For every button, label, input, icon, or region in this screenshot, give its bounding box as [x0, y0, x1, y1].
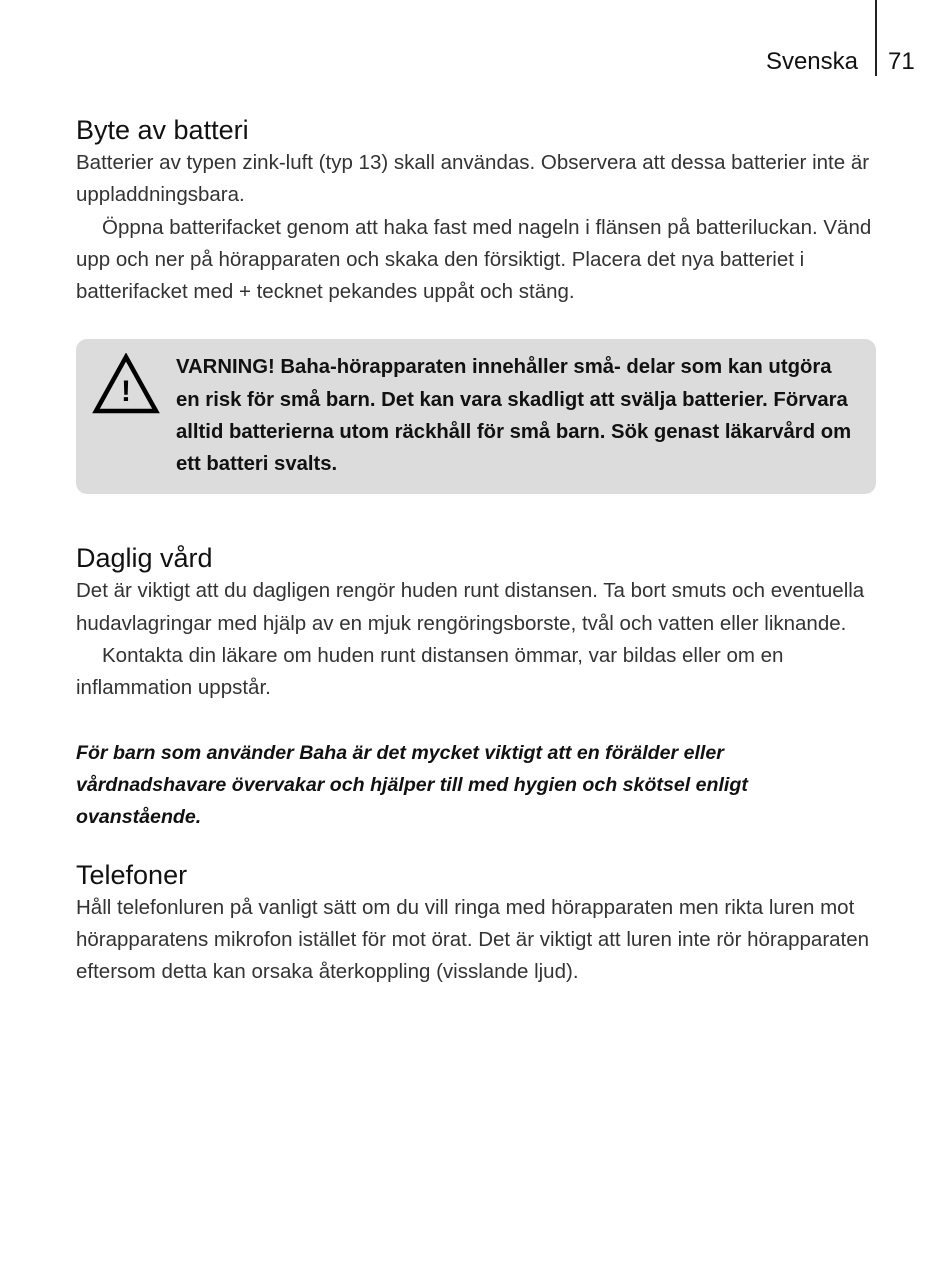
battery-section [76, 113, 876, 308]
battery-heading: Byte av batteri [76, 115, 249, 145]
phones-section [76, 858, 876, 989]
daily-care-section [76, 541, 876, 833]
page-number: 71 [888, 48, 915, 75]
battery-paragraph-1: Batterier av typen zink-luft (typ 13) skall användas. Observera att dessa batterier inte är uppladdningsbara. [76, 151, 870, 207]
page-content [76, 113, 876, 988]
page-header [0, 0, 950, 80]
children-hygiene-note: För barn som använder Baha är det mycket viktigt att en förälder eller vårdnadshavare övervakar och hjälper till med hygien och skötsel enligt ovanstående. [76, 741, 748, 829]
phones-paragraph-1: Håll telefonluren på vanligt sätt om du vill ringa med hörapparaten men rikta luren mot hörapparatens mikrofon istället för mot örat. Det är viktigt att luren inte rör hörapparaten eftersom detta kan orsaka återkoppling (visslande ljud). [76, 895, 870, 984]
language-label: Svenska [765, 48, 858, 75]
battery-paragraph-2: Öppna batterifacket genom att haka fast med nageln i flänsen på batteriluckan. Vänd upp och ner på hörapparaten och skaka den försiktigt. Placera det nya batteriet i batterifacket med + tecknet pekandes uppåt och stäng. [76, 215, 872, 304]
svg-text:!: ! [121, 375, 131, 409]
warning-triangle-icon [92, 353, 160, 415]
daily-care-paragraph-2: Kontakta din läkare om huden runt distansen ömmar, var bildas eller om en inflammation uppstår. [76, 644, 784, 700]
warning-box [76, 339, 876, 494]
phones-heading: Telefoner [76, 859, 188, 890]
daily-care-heading: Daglig vård [76, 543, 213, 574]
warning-text: VARNING! Baha-hörapparaten innehåller små- delar som kan utgöra en risk för små barn. Det kan vara skadligt att svälja batterier. Förvara alltid batterierna utom räckhåll för små barn. Sök genast läkarvård om ett batteri svalts. [176, 356, 852, 476]
daily-care-paragraph-1: Det är viktigt att du dagligen rengör huden runt distansen. Ta bort smuts och eventuella hudavlagringar med hjälp av en mjuk rengöringsborste, tvål och vatten eller liknande. [76, 579, 865, 635]
header-divider [875, 0, 877, 76]
